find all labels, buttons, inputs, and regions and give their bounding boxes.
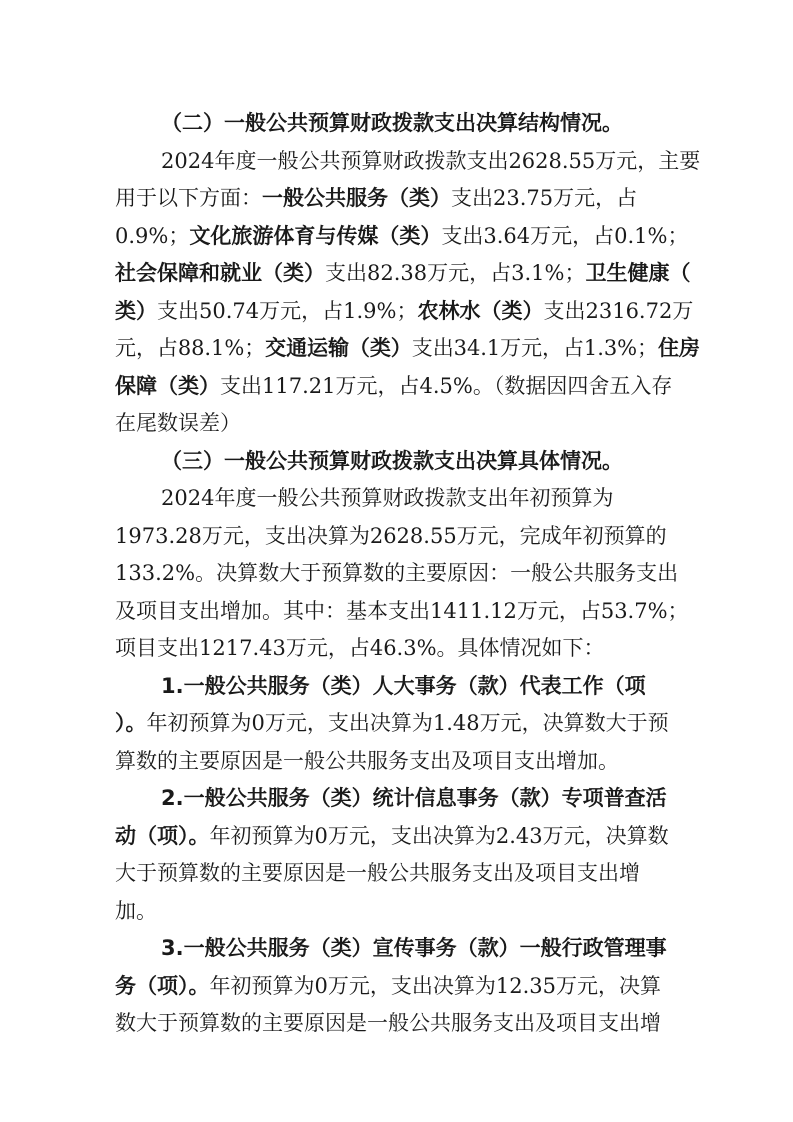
text-segment: 支出34.1万元，占1.3%； <box>411 336 658 360</box>
bold-text-segment: 动（项）。 <box>115 823 210 848</box>
bold-text-segment: 交通运输（类） <box>265 336 412 360</box>
text-segment: 加。 <box>115 898 157 923</box>
text-line <box>115 368 700 406</box>
text-segment: 年初预算为0万元，支出决算为12.35万元，决算 <box>209 973 661 998</box>
text-line <box>115 593 700 631</box>
bold-text-segment: 类） <box>115 298 157 323</box>
text-line <box>115 518 700 556</box>
text-segment: 1973.28万元，支出决算为2628.55万元，完成年初预算的 <box>115 523 667 548</box>
text-line <box>115 443 700 481</box>
text-line <box>115 668 700 706</box>
text-line <box>115 743 700 781</box>
text-line <box>115 180 700 218</box>
text-line <box>115 293 700 331</box>
bold-text-segment: 卫生健康（ <box>585 261 691 285</box>
text-line <box>115 855 700 893</box>
text-segment: 0.9%； <box>115 223 190 248</box>
bold-text-segment: （二）一般公共预算财政拨款支出决算结构情况。 <box>161 111 623 135</box>
text-line <box>115 893 700 931</box>
text-line <box>115 780 700 818</box>
bold-text-segment: 住房 <box>657 336 700 360</box>
text-line <box>115 630 700 668</box>
text-segment: 在尾数误差） <box>115 411 241 435</box>
text-segment: 数大于预算数的主要原因是一般公共服务支出及项目支出增 <box>115 1011 661 1035</box>
text-segment: 算数的主要原因是一般公共服务支出及项目支出增加。 <box>115 748 619 773</box>
text-line <box>115 705 700 743</box>
text-segment: 年初预算为0万元，支出决算为1.48万元，决算数大于预 <box>146 711 669 735</box>
bold-text-segment: 社会保障和就业（类） <box>115 261 325 285</box>
text-segment: 133.2%。决算数大于预算数的主要原因：一般公共服务支出 <box>115 561 679 585</box>
text-segment: 用于以下方面： <box>115 186 262 210</box>
bold-text-segment: （三）一般公共预算财政拨款支出决算具体情况。 <box>161 448 623 473</box>
text-segment: 支出2316.72万 <box>543 298 694 323</box>
bold-text-segment: 农林水（类） <box>417 298 544 323</box>
text-segment: 支出82.38万元，占3.1%； <box>325 261 586 285</box>
text-line <box>115 330 700 368</box>
bold-text-segment: 2.一般公共服务（类）统计信息事务（款）专项普查活 <box>161 786 667 810</box>
text-line <box>115 405 700 443</box>
text-segment: 支出117.21万元，占4.5%。（数据因四舍五入存 <box>220 373 673 398</box>
text-line <box>115 218 700 256</box>
bold-text-segment: 务（项）。 <box>115 973 210 998</box>
text-segment: 支出3.64万元，占0.1%； <box>441 223 689 248</box>
bold-text-segment: ）。 <box>115 711 147 735</box>
text-segment: 项目支出1217.43万元，占46.3%。具体情况如下： <box>115 636 605 660</box>
text-line <box>115 818 700 856</box>
text-line <box>115 105 700 143</box>
text-segment: 及项目支出增加。其中：基本支出1411.12万元，占53.7%； <box>115 598 689 623</box>
text-line <box>115 1005 700 1043</box>
document-body <box>115 105 700 1043</box>
bold-text-segment: 1.一般公共服务（类）人大事务（款）代表工作（项 <box>161 673 646 698</box>
text-line <box>115 255 700 293</box>
text-segment: 元，占88.1%； <box>115 336 266 360</box>
text-line <box>115 968 700 1006</box>
bold-text-segment: 一般公共服务（类） <box>262 186 451 210</box>
text-segment: 大于预算数的主要原因是一般公共服务支出及项目支出增 <box>115 861 640 885</box>
text-segment: 2024年度一般公共预算财政拨款支出年初预算为 <box>161 486 614 510</box>
text-segment: 支出50.74万元，占1.9%； <box>157 298 418 323</box>
text-segment: 年初预算为0万元，支出决算为2.43万元，决算数 <box>209 823 669 848</box>
text-line <box>115 930 700 968</box>
bold-text-segment: 3.一般公共服务（类）宣传事务（款）一般行政管理事 <box>161 936 667 960</box>
text-line <box>115 480 700 518</box>
text-line <box>115 143 700 181</box>
bold-text-segment: 保障（类） <box>115 373 220 398</box>
text-line <box>115 555 700 593</box>
bold-text-segment: 文化旅游体育与传媒（类） <box>189 223 442 248</box>
text-segment: 支出23.75万元，占 <box>451 186 638 210</box>
text-segment: 2024年度一般公共预算财政拨款支出2628.55万元，主要 <box>161 148 701 173</box>
